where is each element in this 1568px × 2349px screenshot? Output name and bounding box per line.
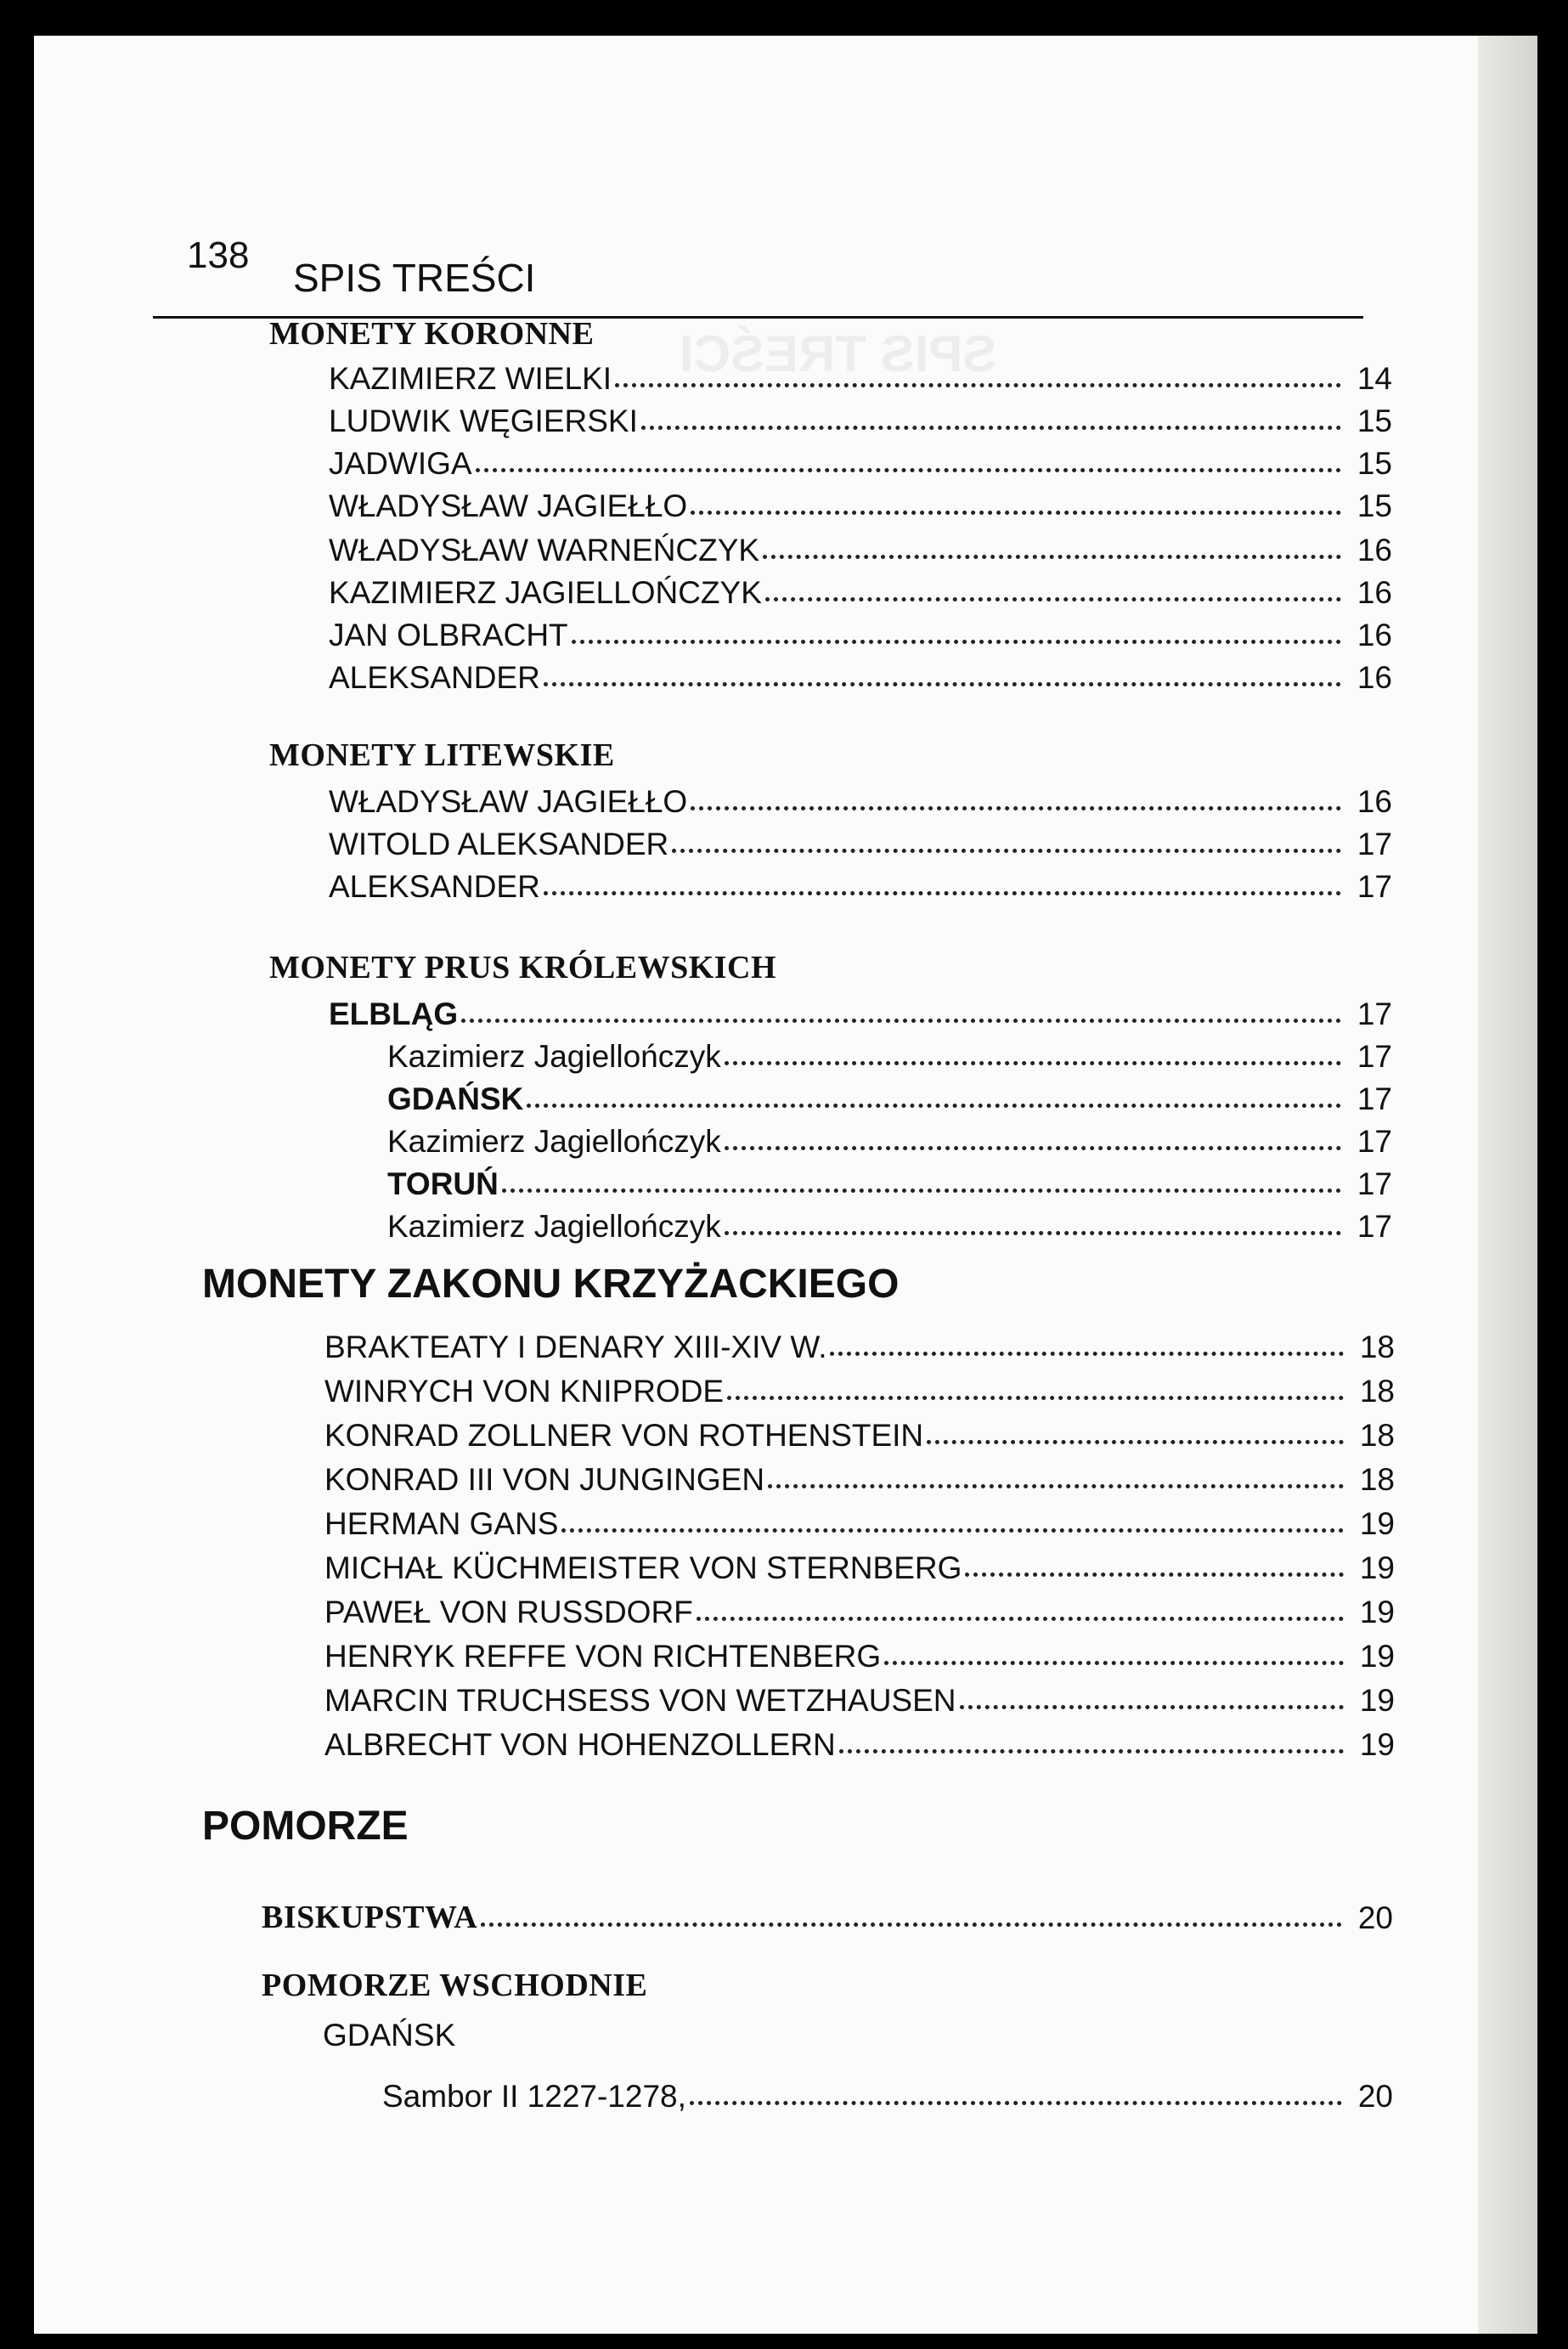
section-title: POMORZE — [202, 1804, 409, 1849]
entry-page: 17 — [1356, 827, 1392, 861]
entry-label: ALEKSANDER — [329, 869, 540, 904]
entry-label: Kazimierz Jagiellończyk — [387, 1209, 721, 1244]
entry-label: MARCIN TRUCHSESS VON WETZHAUSEN — [324, 1683, 956, 1718]
dot-leader — [502, 1189, 1341, 1193]
dot-leader — [725, 1231, 1341, 1235]
section-heading-prusy — [269, 940, 776, 984]
entry-label: WŁADYSŁAW JAGIEŁŁO — [329, 784, 688, 819]
section-title: MONETY PRUS KRÓLEWSKICH — [269, 950, 777, 985]
entry-label: MICHAŁ KÜCHMEISTER VON STERNBERG — [324, 1550, 962, 1585]
toc-entry[interactable] — [324, 1495, 1395, 1539]
entry-label: WINRYCH VON KNIPRODE — [324, 1374, 725, 1409]
toc-entry[interactable] — [329, 435, 1392, 479]
toc-entry[interactable] — [324, 1318, 1395, 1363]
dot-leader — [527, 1104, 1341, 1108]
entry-label: KONRAD ZOLLNER VON ROTHENSTEIN — [324, 1418, 924, 1453]
entry-page: 16 — [1356, 618, 1392, 652]
entry-page: 19 — [1359, 1550, 1395, 1585]
dot-leader — [641, 426, 1341, 430]
toc-entry[interactable] — [324, 1716, 1395, 1760]
toc-entry[interactable] — [324, 1628, 1395, 1672]
entry-page: 16 — [1356, 784, 1392, 819]
toc-entry[interactable] — [387, 1198, 1392, 1242]
entry-page: 19 — [1359, 1506, 1395, 1541]
entry-label: ELBLĄG — [329, 997, 459, 1031]
entry-page: 14 — [1356, 361, 1392, 396]
dot-leader — [927, 1440, 1344, 1444]
dot-leader — [727, 1396, 1344, 1400]
dot-leader — [763, 555, 1341, 559]
page-number: 138 — [187, 234, 250, 276]
entry-label: JAN OLBRACHT — [329, 618, 568, 652]
dot-leader — [725, 1146, 1341, 1150]
dot-leader — [691, 806, 1341, 810]
section-heading-krzyzacy — [202, 1254, 899, 1305]
dot-leader — [960, 1705, 1345, 1709]
dot-leader — [691, 511, 1341, 515]
entry-page: 15 — [1356, 404, 1392, 438]
toc-entry[interactable] — [329, 858, 1392, 902]
entry-label: KONRAD III VON JUNGINGEN — [324, 1462, 765, 1497]
dot-leader — [884, 1661, 1344, 1665]
toc-entry[interactable] — [329, 773, 1392, 817]
section-heading-litewskie — [269, 727, 615, 771]
dot-leader — [839, 1749, 1344, 1753]
toc-entry[interactable] — [329, 816, 1392, 860]
entry-label: Kazimierz Jagiellończyk — [387, 1124, 721, 1159]
entry-label: PAWEŁ VON RUSSDORF — [324, 1595, 693, 1629]
entry-label: Kazimierz Jagiellończyk — [387, 1039, 721, 1074]
toc-entry[interactable] — [382, 2068, 1393, 2112]
entry-page: 16 — [1356, 575, 1392, 610]
entry-page: 20 — [1357, 1900, 1393, 1935]
entry-page: 16 — [1356, 660, 1392, 695]
toc-entry[interactable] — [387, 1113, 1392, 1157]
toc-city-heading — [323, 2007, 455, 2051]
section-heading-pomorze — [202, 1796, 409, 1847]
entry-label: HENRYK REFFE VON RICHTENBERG — [324, 1639, 882, 1674]
entry-page: 20 — [1357, 2079, 1393, 2114]
entry-page: 17 — [1356, 1081, 1392, 1116]
toc-entry[interactable] — [329, 477, 1392, 522]
toc-entry[interactable] — [329, 564, 1392, 608]
toc-entry[interactable] — [329, 649, 1392, 693]
entry-page: 19 — [1359, 1727, 1395, 1762]
dot-leader — [561, 1528, 1344, 1533]
section-title: MONETY LITEWSKIE — [269, 737, 615, 773]
toc-entry[interactable] — [324, 1584, 1395, 1628]
toc-entry[interactable] — [324, 1451, 1395, 1495]
entry-page: 17 — [1356, 1209, 1392, 1244]
entry-label: KAZIMIERZ WIELKI — [329, 361, 612, 396]
entry-label: JADWIGA — [329, 446, 472, 481]
entry-label: ALBRECHT VON HOHENZOLLERN — [324, 1727, 836, 1762]
dot-leader — [697, 1617, 1344, 1621]
entry-label: BISKUPSTWA — [262, 1900, 478, 1935]
toc-entry[interactable] — [387, 1028, 1392, 1072]
entry-page: 17 — [1356, 869, 1392, 904]
book-page — [34, 36, 1537, 2334]
section-title: MONETY KORONNE — [269, 316, 595, 352]
entry-page: 15 — [1356, 488, 1392, 523]
entry-label: WŁADYSŁAW WARNEŃCZYK — [329, 533, 760, 567]
entry-page: 19 — [1359, 1639, 1395, 1674]
section-title: MONETY ZAKONU KRZYŻACKIEGO — [202, 1262, 900, 1307]
toc-entry[interactable] — [324, 1363, 1395, 1407]
city-title: GDAŃSK — [323, 2018, 456, 2053]
toc-entry[interactable] — [324, 1672, 1395, 1716]
entry-label: LUDWIK WĘGIERSKI — [329, 404, 638, 438]
dot-leader — [965, 1573, 1344, 1577]
entry-page: 18 — [1359, 1330, 1395, 1364]
toc-entry-city[interactable] — [387, 1155, 1392, 1200]
entry-label: ALEKSANDER — [329, 660, 540, 695]
subsection-title: POMORZE WSCHODNIE — [262, 1968, 648, 2003]
entry-label: HERMAN GANS — [324, 1506, 559, 1541]
toc-entry[interactable] — [324, 1407, 1395, 1451]
entry-label: TORUŃ — [387, 1166, 499, 1201]
entry-page: 17 — [1356, 1039, 1392, 1074]
page-header — [153, 197, 1363, 319]
entry-page: 17 — [1356, 997, 1392, 1031]
dot-leader — [768, 1484, 1344, 1488]
toc-entry[interactable] — [329, 350, 1392, 394]
toc-entry[interactable] — [324, 1539, 1395, 1584]
entry-page: 15 — [1356, 446, 1392, 481]
entry-page: 17 — [1356, 1124, 1392, 1159]
entry-page: 19 — [1359, 1595, 1395, 1629]
entry-label: GDAŃSK — [387, 1081, 524, 1116]
toc-entry[interactable] — [329, 522, 1392, 566]
dot-leader — [765, 597, 1341, 601]
entry-label: KAZIMIERZ JAGIELLOŃCZYK — [329, 575, 762, 610]
dot-leader — [725, 1061, 1341, 1065]
entry-label: BRAKTEATY I DENARY XIII-XIV W. — [324, 1330, 827, 1364]
dot-leader — [615, 383, 1341, 387]
entry-page: 16 — [1356, 533, 1392, 567]
section-heading-koronne — [269, 306, 594, 350]
dot-leader — [544, 682, 1341, 686]
entry-page: 18 — [1359, 1462, 1395, 1497]
page-edge — [1478, 36, 1537, 2334]
entry-label: WŁADYSŁAW JAGIEŁŁO — [329, 488, 688, 523]
entry-label: WITOLD ALEKSANDER — [329, 827, 669, 861]
toc-entry[interactable] — [329, 392, 1392, 437]
toc-entry[interactable] — [262, 1889, 1393, 1934]
entry-page: 17 — [1356, 1166, 1392, 1201]
subsection-heading — [262, 1957, 647, 2002]
dot-leader — [572, 640, 1341, 644]
entry-page: 18 — [1359, 1374, 1395, 1409]
dot-leader — [476, 468, 1341, 472]
toc-entry-city[interactable] — [387, 1070, 1392, 1115]
dot-leader — [690, 2101, 1342, 2105]
dot-leader — [544, 891, 1341, 895]
entry-page: 19 — [1359, 1683, 1395, 1718]
dot-leader — [672, 849, 1341, 853]
page-title: SPIS TREŚCI — [293, 256, 536, 300]
toc-entry[interactable] — [329, 607, 1392, 651]
dot-leader — [481, 1923, 1342, 1927]
toc-entry-city[interactable] — [329, 985, 1392, 1030]
entry-page: 18 — [1359, 1418, 1395, 1453]
entry-label: Sambor II 1227-1278, — [382, 2079, 686, 2114]
bleed-through-text: SPIS TREŚCI — [680, 325, 997, 382]
dot-leader — [830, 1352, 1344, 1356]
dot-leader — [461, 1019, 1341, 1023]
